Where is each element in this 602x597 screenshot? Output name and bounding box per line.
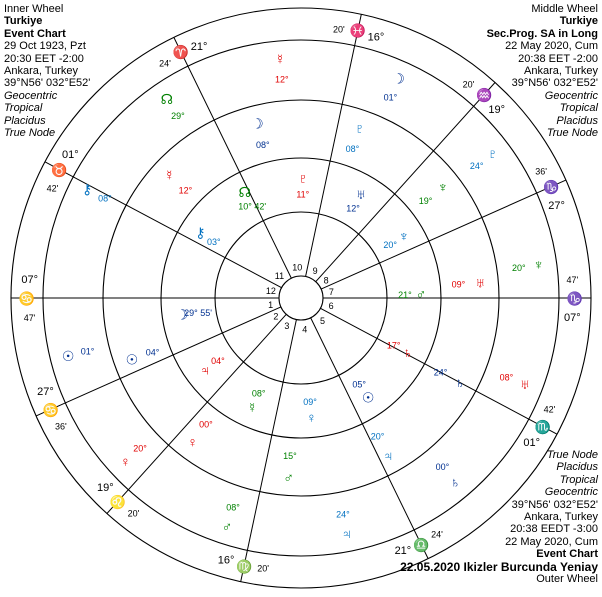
leo-icon: ♌ bbox=[109, 494, 126, 510]
outer-chart-title: 22.05.2020 Ikizler Burcunda Yeniay bbox=[400, 559, 598, 574]
inner-planet-position: 05° bbox=[352, 379, 366, 390]
cancer-icon: ♋ bbox=[42, 402, 59, 418]
cusp-degree: 27° bbox=[548, 199, 565, 212]
venus-icon: ♀ bbox=[306, 409, 317, 426]
outer-planet-position: 08° bbox=[226, 502, 240, 513]
inner-planet-position: 12° bbox=[346, 203, 360, 214]
cusp-minute: 20' bbox=[127, 508, 140, 519]
middle-planet-position: 15° bbox=[283, 451, 297, 462]
pluto-icon: ♇ bbox=[354, 119, 365, 136]
cusp-degree: 16° bbox=[217, 554, 235, 567]
inner-wheel-header: Inner Wheel bbox=[4, 3, 64, 15]
capricorn-icon: ♑ bbox=[543, 179, 560, 195]
jupiter-icon: ♃ bbox=[383, 447, 394, 464]
middle-chart-zodiac1: Geocentric bbox=[544, 89, 598, 102]
mars-icon: ♂ bbox=[283, 469, 294, 486]
mercury-icon: ☿ bbox=[274, 50, 286, 67]
outer-planet-position: 24° bbox=[336, 509, 350, 520]
outer-chart-zodiac1: Geocentric bbox=[544, 486, 598, 499]
middle-chart-node: True Node bbox=[546, 127, 598, 140]
middle-planet-position: 24° bbox=[433, 367, 448, 378]
outer-planet-position: 20° bbox=[133, 443, 147, 454]
outer-chart-type: Event Chart bbox=[536, 548, 598, 561]
pisces-icon: ♓ bbox=[349, 22, 367, 38]
house-cusp-lines bbox=[11, 14, 591, 581]
middle-chart-coords: 39°N56' 032°E52' bbox=[511, 77, 598, 90]
cusp-degree: 19° bbox=[97, 481, 114, 494]
cusp-minute: 24' bbox=[431, 529, 443, 540]
inner-planet-position: 20° bbox=[383, 239, 397, 250]
outer-wheel-planets bbox=[62, 51, 544, 542]
moon-icon: ☽ bbox=[251, 115, 264, 132]
pluto-icon: ♇ bbox=[297, 170, 309, 187]
mars-icon: ♂ bbox=[415, 285, 427, 302]
outer-planet-position: 24° bbox=[469, 161, 484, 172]
middle-planet-position: 19° bbox=[418, 196, 433, 207]
pluto-icon: ♇ bbox=[487, 145, 498, 162]
moon-icon: ☽ bbox=[175, 306, 189, 323]
cusp-degree: 01° bbox=[523, 437, 540, 450]
house-number: 5 bbox=[320, 315, 326, 326]
cusp-minute: 20' bbox=[257, 563, 270, 574]
middle-wheel-header: Middle Wheel bbox=[531, 3, 598, 15]
house-number: 9 bbox=[312, 265, 318, 276]
house-number: 1 bbox=[268, 299, 274, 310]
cusp-degree: 21° bbox=[394, 545, 412, 558]
saturn-icon: ♄ bbox=[402, 344, 414, 361]
house-number: 10 bbox=[292, 262, 303, 273]
inner-chart-node: True Node bbox=[4, 127, 56, 140]
house-number: 3 bbox=[284, 321, 290, 332]
sun-icon: ☉ bbox=[361, 389, 375, 406]
aries-icon: ♈ bbox=[172, 44, 189, 60]
inner-planet-position: 17° bbox=[386, 340, 401, 351]
outer-planet-position: 12° bbox=[275, 74, 289, 85]
node-icon: ☊ bbox=[160, 91, 174, 108]
taurus-icon: ♉ bbox=[50, 162, 68, 178]
middle-planet-position: 09° bbox=[451, 279, 466, 290]
middle-planet-position: 04° bbox=[145, 347, 160, 358]
outer-planet-position: 01° bbox=[80, 346, 95, 357]
cusp-minute: 42' bbox=[543, 404, 556, 415]
virgo-icon: ♍ bbox=[235, 559, 253, 575]
cusp-degree: 07° bbox=[564, 311, 581, 324]
cusp-minute: 36' bbox=[54, 421, 67, 432]
middle-planet-position: 12° bbox=[178, 185, 193, 196]
house-number: 4 bbox=[302, 324, 308, 335]
inner-chart-coords: 39°N56' 032°E52' bbox=[4, 77, 91, 90]
cusp-minute: 20' bbox=[332, 24, 345, 35]
inner-chart-time: 20:30 EET -2:00 bbox=[4, 52, 84, 65]
inner-planet-position: 29° 55' bbox=[184, 307, 212, 318]
outer-planet-position: 01° bbox=[383, 92, 398, 103]
mars-icon: ♂ bbox=[221, 518, 233, 535]
outer-planet-position: 08° bbox=[98, 193, 112, 204]
mercury-icon: ☿ bbox=[246, 399, 258, 416]
middle-planet-position: 08° bbox=[345, 144, 360, 155]
outer-chart-houses: Placidus bbox=[556, 461, 598, 474]
cusp-degree: 16° bbox=[367, 31, 385, 44]
inner-planet-position: 10° 42' bbox=[238, 201, 267, 212]
inner-chart-zodiac2: Tropical bbox=[4, 102, 43, 115]
house-number: 2 bbox=[273, 311, 279, 322]
cusp-degree: 19° bbox=[488, 104, 505, 117]
middle-chart-date: 22 May 2020, Cum bbox=[505, 40, 598, 53]
middle-chart-place: Ankara, Turkey bbox=[524, 65, 598, 78]
outer-chart-coords: 39°N56' 032°E52' bbox=[511, 498, 598, 511]
middle-chart-houses: Placidus bbox=[556, 114, 598, 127]
house-number: 12 bbox=[265, 286, 276, 297]
neptune-icon: ♆ bbox=[533, 256, 544, 273]
cusp-degree: 01° bbox=[62, 148, 79, 161]
outer-wheel-header: Outer Wheel bbox=[536, 573, 598, 586]
cusp-minute: 47' bbox=[566, 275, 579, 286]
outer-chart-date: 22 May 2020, Cum bbox=[505, 535, 598, 548]
cusp-degree: 27° bbox=[37, 386, 54, 399]
inner-planet-position: 08° bbox=[251, 388, 266, 399]
uranus-icon: ♅ bbox=[519, 376, 531, 393]
cusp-minute: 42' bbox=[46, 183, 59, 194]
house-number: 6 bbox=[328, 300, 334, 311]
chiron-icon: ⚷ bbox=[195, 224, 206, 241]
cusp-minute: 47' bbox=[23, 312, 36, 323]
jupiter-icon: ♃ bbox=[199, 362, 211, 379]
outer-planet-position: 20° bbox=[512, 262, 526, 273]
inner-chart-zodiac1: Geocentric bbox=[4, 89, 58, 102]
cusp-degree: 07° bbox=[21, 274, 38, 287]
uranus-icon: ♅ bbox=[355, 186, 367, 203]
node-icon: ☊ bbox=[238, 184, 251, 201]
uranus-icon: ♅ bbox=[475, 274, 486, 291]
libra-icon: ♎ bbox=[413, 537, 430, 553]
moon-icon: ☽ bbox=[392, 70, 405, 87]
inner-chart-houses: Placidus bbox=[4, 114, 46, 127]
neptune-icon: ♆ bbox=[398, 228, 410, 245]
outer-planet-position: 08° bbox=[499, 372, 514, 383]
middle-chart-time: 20:38 EET -2:00 bbox=[518, 52, 598, 65]
house-number: 11 bbox=[274, 271, 285, 282]
mercury-icon: ☿ bbox=[164, 167, 175, 184]
outer-planet-position: 29° bbox=[171, 111, 185, 122]
cusp-degree: 21° bbox=[190, 40, 208, 53]
inner-chart-place: Ankara, Turkey bbox=[4, 65, 78, 78]
middle-chart-name: Turkiye bbox=[559, 15, 598, 28]
ring-circle bbox=[279, 276, 323, 320]
cusp-minute: 36' bbox=[535, 166, 548, 177]
cusp-minute: 20' bbox=[462, 79, 475, 90]
middle-chart-type: Sec.Prog. SA in Long bbox=[486, 27, 598, 40]
inner-chart-name: Turkiye bbox=[4, 15, 43, 28]
venus-icon: ♀ bbox=[187, 433, 198, 450]
middle-planet-position: 08° bbox=[255, 140, 270, 151]
middle-chart-zodiac2: Tropical bbox=[559, 102, 598, 115]
capricorn-icon: ♑ bbox=[566, 291, 584, 306]
cancer-icon: ♋ bbox=[18, 291, 36, 306]
jupiter-icon: ♃ bbox=[341, 525, 353, 542]
saturn-icon: ♄ bbox=[450, 473, 461, 490]
house-number: 7 bbox=[328, 287, 334, 298]
sun-icon: ☉ bbox=[61, 348, 75, 365]
neptune-icon: ♆ bbox=[437, 179, 449, 196]
aquarius-icon: ♒ bbox=[476, 87, 493, 103]
cusp-minute: 24' bbox=[159, 58, 171, 69]
chiron-icon: ⚷ bbox=[82, 181, 93, 198]
sun-icon: ☉ bbox=[125, 351, 139, 368]
outer-chart-time: 20:38 EEDT -3:00 bbox=[510, 523, 598, 536]
inner-planet-position: 03° bbox=[206, 236, 221, 247]
inner-chart-date: 29 Oct 1923, Pzt bbox=[4, 40, 86, 53]
house-number: 8 bbox=[323, 275, 329, 286]
scorpio-icon: ♏ bbox=[534, 419, 552, 435]
inner-chart-type: Event Chart bbox=[4, 27, 66, 40]
inner-planet-position: 04° bbox=[211, 356, 225, 367]
venus-icon: ♀ bbox=[120, 453, 131, 470]
outer-chart-place: Ankara, Turkey bbox=[524, 511, 598, 524]
outer-chart-zodiac2: Tropical bbox=[559, 473, 598, 486]
inner-planet-position: 21° bbox=[398, 289, 412, 300]
inner-planet-position: 09° bbox=[303, 397, 317, 408]
inner-planet-position: 11° bbox=[296, 189, 310, 200]
outer-chart-node: True Node bbox=[546, 449, 598, 461]
middle-planet-position: 00° bbox=[199, 419, 213, 430]
middle-planet-position: 20° bbox=[370, 431, 385, 442]
saturn-icon: ♄ bbox=[454, 374, 466, 391]
outer-planet-position: 00° bbox=[435, 462, 450, 473]
cusp-line bbox=[174, 37, 291, 278]
